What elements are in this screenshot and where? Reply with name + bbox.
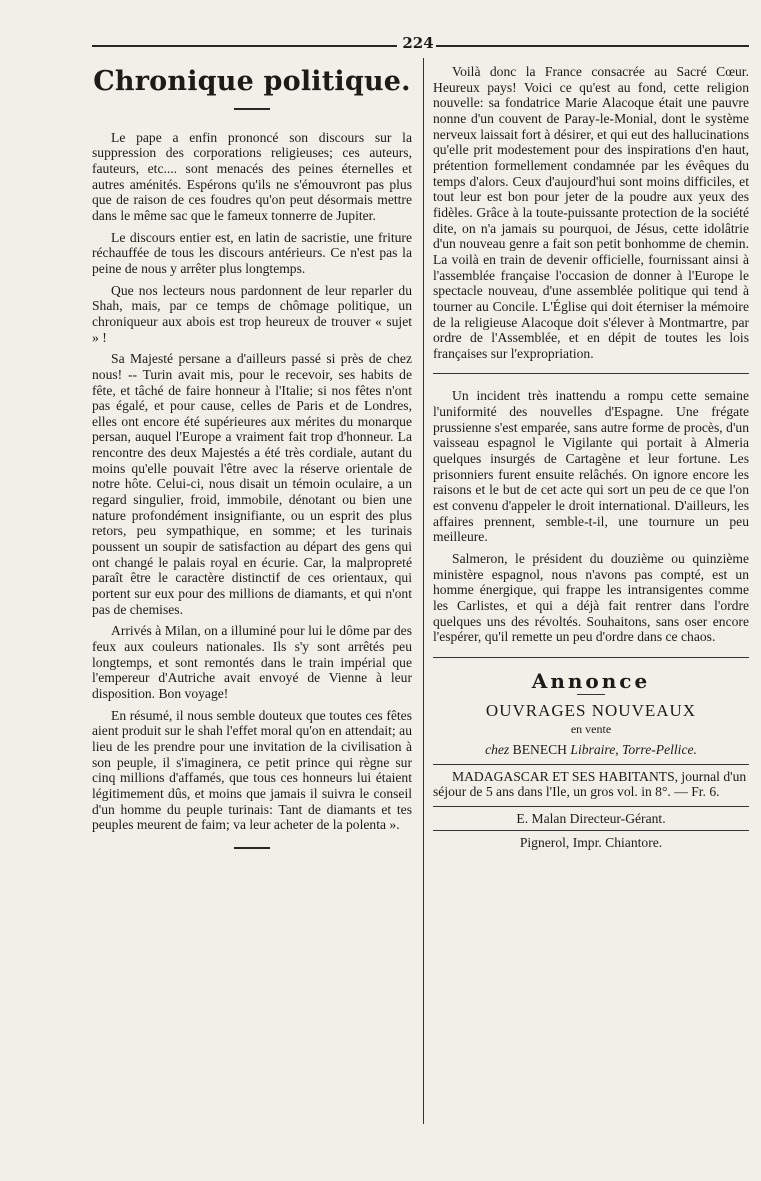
paragraph: Un incident très inattendu a rompu cette semaine l'uniformité des nouvelles d'Espagne. Une frégate prussienne s'est emparée, sans autre forme de procès, d'un vaisseau espagnol le Vigilante qui portait à Almeria quelques insurgés de Cartagène et leur fortune. Les prisonniers furent ensuite relâchés. On ignore encore les raisons et le but de cet acte qui sort un peu de ce que l'on est convenu d'appeler le droit international. D'ailleurs, les affaires prennent, semble-t-il, une tournure un peu meilleure. — [433, 388, 749, 545]
paragraph: Voilà donc la France consacrée au Sacré Cœur. Heureux pays! Voici ce qu'est au fond, cette religion nouvelle: sa fondatrice Marie Alacoque était une pauvre nonne d'un couvent de Paray-le-Monial, dont le système nerveux laissait fort à désirer, et qui eut des hallucinations qu'elle prit modestement pour des inspirations d'en haut, prétention formellement condamnée par les évêques du temps d'alors. Ceux d'aujourd'hui sont moins difficiles, et tout leur est bon pour jeter de la poudre aux yeux des fidèles. Grâce à la toute-puissante protection de la société dite, on n'a jamais su pourquoi, de Jésus, cette idolâtrie d'un nouveau genre a fait son petit bonhomme de chemin. La voilà en train de devenir officielle, fournissant ainsi à l'assemblée française l'occasion de donner à l'Europe le spectacle nouveau, d'une assemblée politique qui tend à tourner au Concile. L'Église qui doit éterniser la mémoire de la religieuse Alacoque doit s'élever à Montmartre, par ordre de l'Assemblée, et en dépit de toutes les lois françaises sur l'expropriation. — [433, 64, 749, 361]
book-rule — [433, 764, 749, 765]
title-rule — [234, 108, 270, 110]
paragraph: Salmeron, le président du douzième ou quinzième ministère espagnol, nous n'avons pas compté, est un homme énergique, qui frappe les intransigentes comme les Carlistes, et qui a déjà fait rentrer dans l'ordre quelques uns des révoltés. Souhaitons, sans oser encore l'espérer, qu'il remette un peu d'ordre dans ce chaos. — [433, 551, 749, 645]
printer-line: Pignerol, Impr. Chiantore. — [519, 835, 663, 851]
page-number: 224 — [402, 34, 434, 52]
page-header — [92, 34, 749, 54]
for-sale-label: en vente — [570, 722, 612, 737]
bookseller-name: BENECH — [512, 741, 567, 757]
announcement — [433, 668, 749, 851]
end-rule — [234, 847, 270, 849]
paragraph: Arrivés à Milan, on a illuminé pour lui le dôme par des feux aux couleurs nationales. Ils s'y sont arrêtés peu longtemps, et sont remontés dans le train impérial que l'empereur d'Autriche avait envoyé de Vienne à leur disposition. Bon voyage! — [92, 623, 412, 701]
printer-rule — [433, 830, 749, 831]
bookseller-city: Torre-Pellice. — [622, 741, 697, 757]
right-column — [433, 64, 749, 851]
header-rule-right — [436, 45, 749, 47]
director-line: E. Malan Directeur-Gérant. — [516, 810, 666, 826]
paragraph: En résumé, il nous semble douteux que toutes ces fêtes aient produit sur le shah l'effet moral qu'on en attendait; au lieu de les prendre pour une invitation de la civilisation à son peuple, il s'imaginera, ce petit prince qui règne sur cinq millions d'affamés, que tous ces honneurs lui étaient légitimement dûs, et moins que jamais il suivra le conseil d'un homme du peuple turinais: Tant de diamants et tes peuples meurent de faim; va leur acheter de la polenta ». — [92, 707, 412, 833]
bookseller-role: Libraire — [570, 741, 616, 757]
bookseller-prefix: chez — [485, 741, 510, 757]
section-rule — [433, 657, 749, 658]
section-rule — [433, 373, 749, 374]
header-rule-left — [92, 45, 397, 47]
director-rule — [433, 806, 749, 807]
book-description: MADAGASCAR ET SES HABITANTS, journal d'un séjour de 5 ans dans l'Ile, un gros vol. in 8°. — Fr. 6. — [433, 768, 747, 800]
paragraph: Le pape a enfin prononcé son discours sur la suppression des corporations religieuses; ces auteurs, fauteurs, etc.... sont menacés des peines éternelles et autres aménités. Espérons qu'ils ne s'émouvront pas plus que de raison de ces foudres qu'on peut désormais mettre dans le même sac que le fameux tonnerre de Jupiter. — [92, 129, 412, 223]
left-column — [92, 64, 412, 849]
paragraph: Sa Majesté persane a d'ailleurs passé si près de chez nous! -- Turin avait mis, pour le recevoir, ses habits de fête, et tâché de faire honneur à l'Italie; si nos fêtes n'ont pas égalé, et pour cause, celles de Paris et de Londres, elles ont encore été supérieures aux mérites du monarque persan, auquel l'Europe a vraiment fait trop d'honneur. La rencontre des deux Majestés a été très cordiale, autant du moins qu'elle pouvait l'être avec la réserve orientale de notre hôte. Celui-ci, nous disait un témoin oculaire, a un regard singulier, froid, immobile, dénotant ou bien une nature profondément insignifiante, ou un esprit des plus retors, peu sympathique, en somme; et les turinais poussent un soupir de satisfaction au départ des gens qui ont changé le palais royal en écurie. Car, la malpropreté paraît être le caractère distinctif de ces orientaux, qui portent sur eux pour des millions de diamants, et qui n'ont pas de chemises. — [92, 351, 412, 617]
paragraph: Le discours entier est, en latin de sacristie, une friture réchauffée de tous les discours antérieurs. Ce n'est pas la peine de nous y arrêter plus longtemps. — [92, 229, 412, 276]
new-works-heading: OUVRAGES NOUVEAUX — [485, 700, 697, 720]
announcement-title: Annonce — [531, 668, 651, 693]
column-divider — [423, 58, 424, 1124]
announcement-rule — [577, 694, 605, 695]
bookseller-line: chez BENECH Libraire, Torre-Pellice. — [485, 741, 697, 757]
article-title: Chronique politique. — [93, 66, 411, 97]
paragraph: Que nos lecteurs nous pardonnent de leur reparler du Shah, mais, par ce temps de chômage politique, un chroniqueur aux abois est trop heureux de trouver « sujet » ! — [92, 282, 412, 345]
